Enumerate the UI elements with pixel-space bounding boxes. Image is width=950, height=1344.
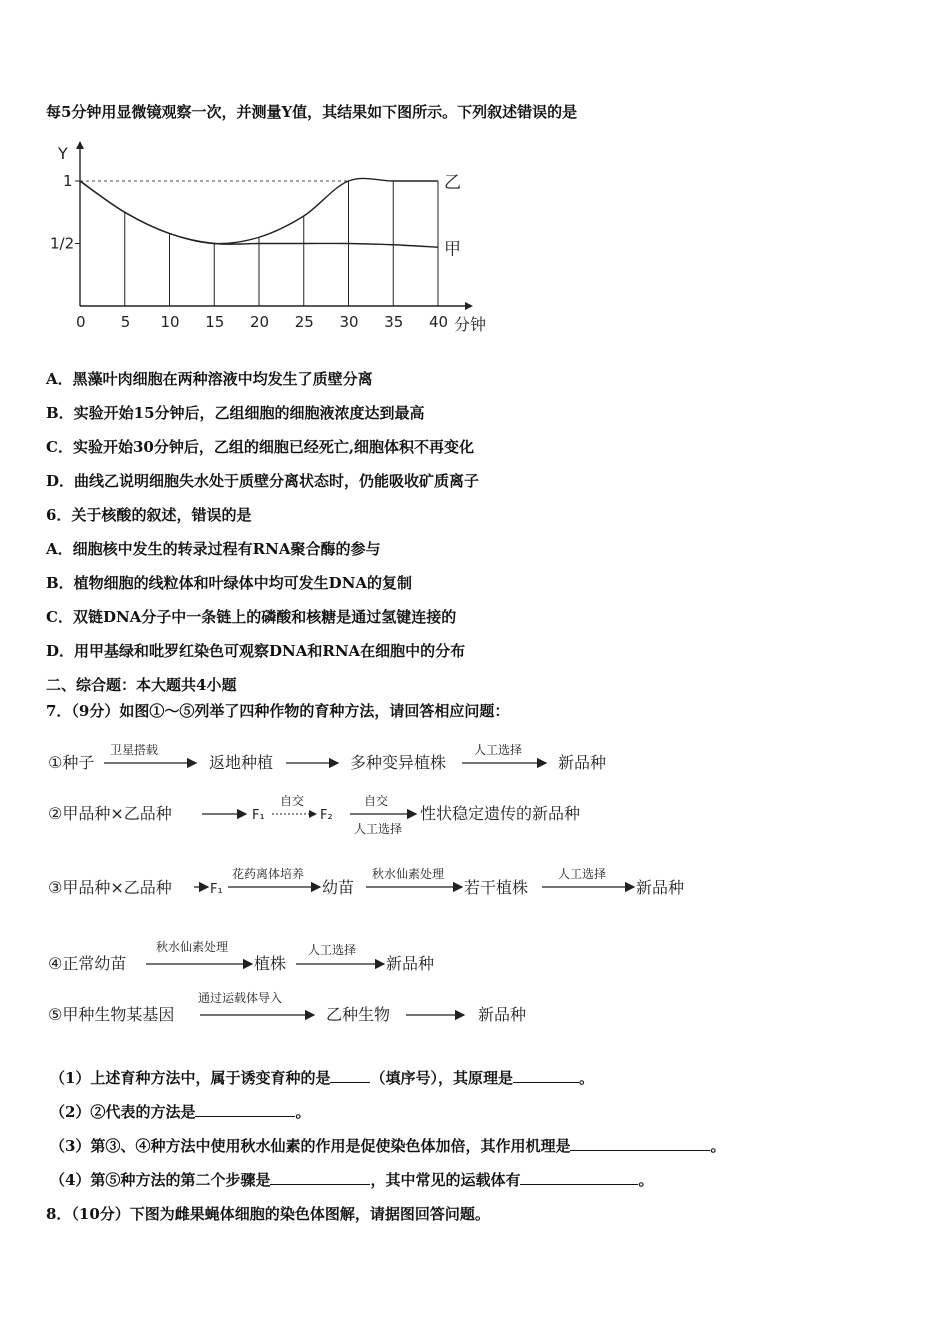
r4-new-variety: 新品种 xyxy=(386,954,435,973)
q5-option-c: C．实验开始30分钟后，乙组的细胞已经死亡,细胞体积不再变化 xyxy=(46,438,475,456)
r4-plant: 植株 xyxy=(254,954,287,973)
q7-stem: 7．（9分）如图①～⑤列举了四种作物的育种方法，请回答相应问题： xyxy=(46,702,510,720)
q6-option-a: A．细胞核中发生的转录过程有RNA聚合酶的参与 xyxy=(46,540,381,558)
r2-arrow-select: 人工选择 xyxy=(354,822,403,836)
q8-stem: 8．（10分）下图为雌果蝇体细胞的染色体图解，请据图回答问题。 xyxy=(46,1205,490,1223)
r4-arrow-select: 人工选择 xyxy=(308,943,357,957)
r3-f1: F₁ xyxy=(210,882,223,897)
r4-seedling: ④正常幼苗 xyxy=(48,954,127,973)
r2-cross: ②甲品种×乙品种 xyxy=(48,804,172,823)
q7-sub4: （4）第⑤种方法的第二个步骤是 ，其中常见的运载体有 。 xyxy=(50,1171,654,1189)
r5-organism-b: 乙种生物 xyxy=(326,1005,391,1024)
r2-f2: F₂ xyxy=(320,808,333,823)
r3-arrow-anther: 花药离体培养 xyxy=(232,867,305,881)
r3-seedling: 幼苗 xyxy=(322,878,355,897)
q6-option-b: B．植物细胞的线粒体和叶绿体中均可发生DNA的复制 xyxy=(46,574,413,592)
q6-option-c: C．双链DNA分子中一条链上的磷酸和核糖是通过氢键连接的 xyxy=(46,608,457,626)
r1-variant-plants: 多种变异植株 xyxy=(350,753,447,772)
yvalue-line-chart xyxy=(40,135,510,350)
r1-arrow-satellite: 卫星搭载 xyxy=(110,743,159,757)
question-intro: 每5分钟用显微镜观察一次，并测量Y值，其结果如下图所示。下列叙述错误的是 xyxy=(46,103,578,121)
y-tick-label: 1 xyxy=(63,172,73,190)
r2-stable-variety: 性状稳定遗传的新品种 xyxy=(420,804,581,823)
r5-arrow-vector: 通过运载体导入 xyxy=(198,991,283,1005)
r3-new-variety: 新品种 xyxy=(636,878,685,897)
q7-sub2: （2）②代表的方法是 。 xyxy=(50,1103,311,1121)
q6-stem: 6．关于核酸的叙述，错误的是 xyxy=(46,506,252,524)
x-tick-label: 35 xyxy=(384,313,404,331)
r2-arrow-self: 自交 xyxy=(280,794,305,808)
r1-new-variety: 新品种 xyxy=(558,753,607,772)
r3-plants: 若干植株 xyxy=(464,878,529,897)
r1-arrow-select: 人工选择 xyxy=(474,743,523,757)
x-tick-label: 25 xyxy=(294,313,314,331)
q5-option-d: D．曲线乙说明细胞失水处于质壁分离状态时，仍能吸收矿质离子 xyxy=(46,472,480,490)
y-axis-label: Y xyxy=(58,144,68,163)
x-axis-label: 分钟 xyxy=(454,315,487,334)
r5-new-variety: 新品种 xyxy=(478,1005,527,1024)
x-axis-arrow xyxy=(465,302,473,310)
series-line-yi xyxy=(80,178,438,243)
x-tick-label: 30 xyxy=(339,313,359,331)
x-tick-label: 20 xyxy=(250,313,270,331)
series-label-jia: 甲 xyxy=(444,239,461,260)
x-tick-label: 40 xyxy=(429,313,449,331)
q5-option-b: B．实验开始15分钟后，乙组细胞的细胞液浓度达到最高 xyxy=(46,404,425,422)
x-tick-label: 15 xyxy=(205,313,225,331)
x-tick-label: 10 xyxy=(160,313,180,331)
r1-seed: ①种子 xyxy=(48,753,95,772)
series-label-yi: 乙 xyxy=(444,173,461,193)
y-tick-label: 1/2 xyxy=(50,234,75,253)
r5-gene: ⑤甲种生物某基因 xyxy=(48,1005,175,1024)
r1-replant: 返地种植 xyxy=(209,753,274,772)
x-tick-label: 0 xyxy=(76,313,86,331)
section-heading: 二、综合题：本大题共4小题 xyxy=(46,676,237,694)
y-axis-arrow xyxy=(76,141,84,149)
r2-arrow-self2: 自交 xyxy=(364,794,389,808)
q6-option-d: D．用甲基绿和吡罗红染色可观察DNA和RNA在细胞中的分布 xyxy=(46,642,466,660)
q5-option-a: A．黑藻叶肉细胞在两种溶液中均发生了质壁分离 xyxy=(46,370,373,388)
r3-cross: ③甲品种×乙品种 xyxy=(48,878,172,897)
x-tick-label: 5 xyxy=(120,313,131,331)
r3-arrow-select: 人工选择 xyxy=(558,867,607,881)
r4-arrow-colchicine: 秋水仙素处理 xyxy=(156,940,229,954)
breeding-methods-diagram xyxy=(44,735,704,1035)
r3-arrow-colchicine: 秋水仙素处理 xyxy=(372,867,445,881)
q7-sub3: （3）第③、④种方法中使用秋水仙素的作用是促使染色体加倍，其作用机理是 。 xyxy=(50,1137,726,1155)
q7-sub1: （1）上述育种方法中，属于诱变育种的是 （填序号），其原理是 。 xyxy=(50,1069,594,1087)
r2-f1: F₁ xyxy=(252,808,265,823)
